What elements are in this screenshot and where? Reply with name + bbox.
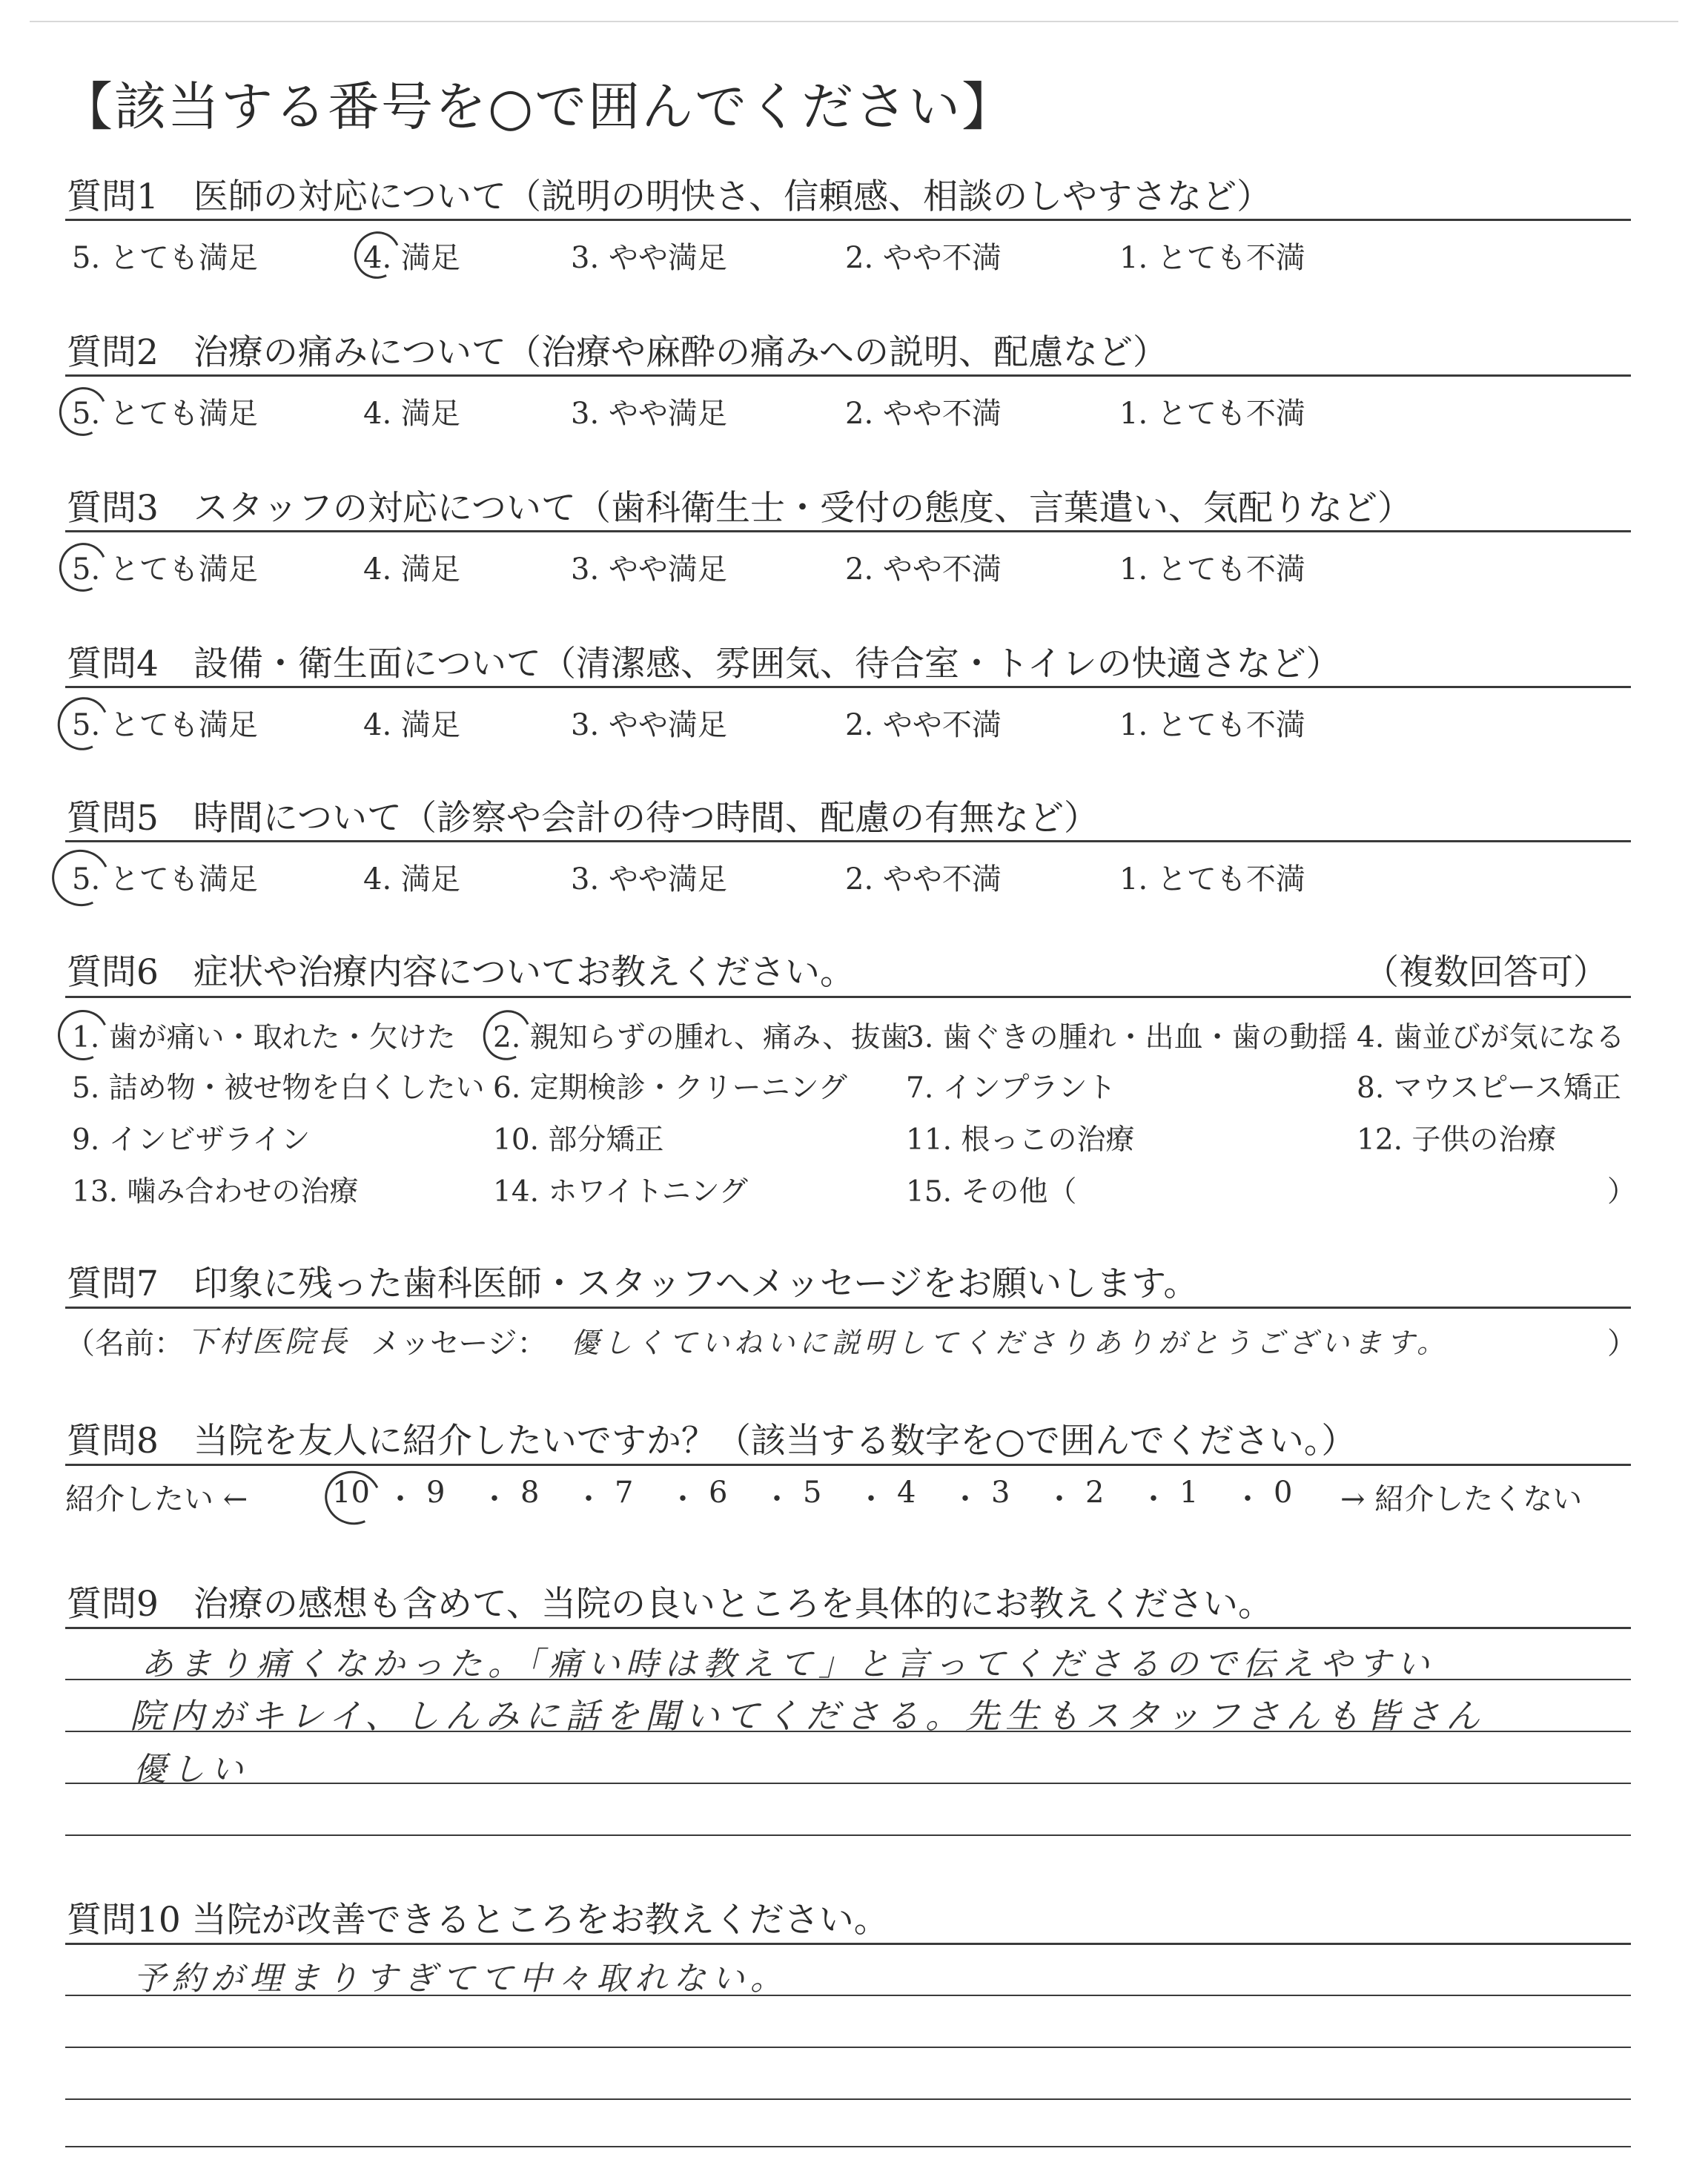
q3-option-3[interactable]: 3. やや満足 <box>571 552 727 587</box>
q8-scale-10[interactable]: 10 <box>332 1476 370 1510</box>
q8-scale-8[interactable]: 8 <box>520 1476 540 1510</box>
q1-option-5[interactable]: 5. とても満足 <box>72 241 258 275</box>
q6-option-7[interactable]: 7. インプラント <box>906 1071 1116 1105</box>
question-7-title: 質問7 印象に残った歯科医師・スタッフへメッセージをお願いします。 <box>67 1264 1199 1304</box>
q1-option-4[interactable]: 4. 満足 <box>363 241 460 275</box>
question-5-rule <box>65 840 1631 842</box>
q8-scale-1[interactable]: 1 <box>1179 1476 1199 1510</box>
q8-right-label: → 紹介したくない <box>1340 1482 1583 1516</box>
q9-answer-line-3[interactable]: 優しい <box>133 1751 249 1789</box>
q4-option-5[interactable]: 5. とても満足 <box>72 708 258 742</box>
q5-selection-circle <box>44 842 117 914</box>
question-5-title: 質問5 時間について（診察や会計の待つ時間、配慮の有無など） <box>67 798 1099 839</box>
q6-selection-circle-1 <box>50 1003 115 1067</box>
question-8-title: 質問8 当院を友人に紹介したいですか？（該当する数字を○で囲んでください。） <box>67 1421 1357 1462</box>
question-9-rule-4 <box>65 1783 1631 1784</box>
q6-selection-circle-2 <box>476 1003 537 1067</box>
q8-scale-separator: ・ <box>574 1482 603 1516</box>
question-3-rule <box>65 530 1631 532</box>
q8-scale-6[interactable]: 6 <box>709 1476 728 1510</box>
q8-scale-4[interactable]: 4 <box>897 1476 916 1510</box>
question-8-rule <box>65 1464 1631 1466</box>
q9-answer-line-1[interactable]: あまり痛くなかった。「痛い時は教えて」と言ってくださるので伝えやすい <box>141 1645 1435 1683</box>
question-10-rule-5 <box>65 2146 1631 2147</box>
question-10-title: 質問10 当院が改善できるところをお教えください。 <box>67 1900 889 1941</box>
q8-scale-separator: ・ <box>856 1482 886 1516</box>
question-3-title: 質問3 スタッフの対応について（歯科衛生士・受付の態度、言葉遣い、気配りなど） <box>67 488 1412 529</box>
q6-option-2[interactable]: 2. 親知らずの腫れ、痛み、抜歯 <box>493 1021 910 1054</box>
q10-answer-line-1[interactable]: 予約が埋まりすぎてて中々取れない。 <box>133 1960 789 1998</box>
question-4-rule <box>65 686 1631 688</box>
q4-selection-circle <box>50 690 116 758</box>
q8-scale-0[interactable]: 0 <box>1274 1476 1293 1510</box>
q8-scale-separator: ・ <box>1139 1482 1168 1516</box>
q6-option-10[interactable]: 10. 部分矯正 <box>493 1123 664 1157</box>
q7-message-value[interactable]: 優しくていねいに説明してくださりありがとうございます。 <box>571 1327 1449 1359</box>
q8-selection-circle <box>317 1463 388 1533</box>
q6-option-6[interactable]: 6. 定期検診・クリーニング <box>493 1071 847 1105</box>
q5-option-3[interactable]: 3. やや満足 <box>571 862 727 896</box>
q6-option-14[interactable]: 14. ホワイトニング <box>493 1175 748 1209</box>
q6-option-9[interactable]: 9. インビザライン <box>72 1123 311 1157</box>
q8-left-label: 紹介したい ← <box>65 1482 248 1516</box>
q2-option-2[interactable]: 2. やや不満 <box>845 397 1002 431</box>
question-9-rule-1 <box>65 1627 1631 1629</box>
q5-option-5[interactable]: 5. とても満足 <box>72 862 258 896</box>
question-7-rule <box>65 1307 1631 1309</box>
question-4-title: 質問4 設備・衛生面について（清潔感、雰囲気、待合室・トイレの快適さなど） <box>67 644 1341 684</box>
question-2-rule <box>65 374 1631 377</box>
q4-option-1[interactable]: 1. とても不満 <box>1119 708 1305 742</box>
q6-option-1[interactable]: 1. 歯が痛い・取れた・欠けた <box>72 1021 456 1054</box>
question-1-title: 質問1 医師の対応について（説明の明快さ、信頼感、相談のしやすさなど） <box>67 176 1272 217</box>
q4-option-3[interactable]: 3. やや満足 <box>571 708 727 742</box>
question-10-rule-1 <box>65 1943 1631 1945</box>
question-6-note: （複数回答可） <box>1364 952 1608 993</box>
question-6-title: 質問6 症状や治療内容についてお教えください。 <box>67 952 855 993</box>
q2-option-4[interactable]: 4. 満足 <box>363 397 460 431</box>
q6-option-4[interactable]: 4. 歯並びが気になる <box>1357 1021 1625 1054</box>
q8-scale-separator: ・ <box>385 1482 415 1516</box>
q8-scale-separator: ・ <box>668 1482 698 1516</box>
question-6-rule <box>65 996 1631 998</box>
q9-answer-line-2[interactable]: 院内がキレイ、しんみに話を聞いてくださる。先生もスタッフさんも皆さん <box>130 1696 1486 1736</box>
q1-option-2[interactable]: 2. やや不満 <box>845 241 1002 275</box>
q8-scale-5[interactable]: 5 <box>803 1476 822 1510</box>
q3-option-5[interactable]: 5. とても満足 <box>72 552 258 587</box>
scan-edge <box>30 21 1678 22</box>
q3-option-4[interactable]: 4. 満足 <box>363 552 460 587</box>
q6-option-8[interactable]: 8. マウスピース矯正 <box>1357 1071 1621 1105</box>
q8-scale-3[interactable]: 3 <box>991 1476 1010 1510</box>
page-title: 【該当する番号を○で囲んでください】 <box>61 76 1016 137</box>
q6-option-12[interactable]: 12. 子供の治療 <box>1357 1123 1557 1157</box>
q3-option-1[interactable]: 1. とても不満 <box>1119 552 1305 587</box>
q2-option-1[interactable]: 1. とても不満 <box>1119 397 1305 431</box>
q4-option-2[interactable]: 2. やや不満 <box>845 708 1002 742</box>
q8-scale-9[interactable]: 9 <box>426 1476 446 1510</box>
q1-option-3[interactable]: 3. やや満足 <box>571 241 727 275</box>
q8-scale-separator: ・ <box>950 1482 980 1516</box>
q6-option-5[interactable]: 5. 詰め物・被せ物を白くしたい <box>72 1071 485 1105</box>
q8-scale-separator: ・ <box>762 1482 792 1516</box>
question-9-title: 質問9 治療の感想も含めて、当院の良いところを具体的にお教えください。 <box>67 1584 1273 1625</box>
q7-message-label: メッセージ： <box>371 1327 547 1361</box>
q2-option-5[interactable]: 5. とても満足 <box>72 397 258 431</box>
q3-option-2[interactable]: 2. やや不満 <box>845 552 1002 587</box>
q7-name-value[interactable]: 下村医院長 <box>187 1325 350 1359</box>
question-1-rule <box>65 219 1631 221</box>
q2-option-3[interactable]: 3. やや満足 <box>571 397 727 431</box>
question-2-title: 質問2 治療の痛みについて（治療や麻酔の痛みへの説明、配慮など） <box>67 332 1168 373</box>
question-10-rule-3 <box>65 2047 1631 2048</box>
q8-scale-separator: ・ <box>480 1482 509 1516</box>
q8-scale-separator: ・ <box>1233 1482 1262 1516</box>
q8-scale-2[interactable]: 2 <box>1085 1476 1105 1510</box>
question-9-rule-5 <box>65 1834 1631 1836</box>
q6-option-3[interactable]: 3. 歯ぐきの腫れ・出血・歯の動揺 <box>906 1021 1348 1054</box>
q7-close: ） <box>1607 1327 1637 1361</box>
q8-scale-7[interactable]: 7 <box>615 1476 634 1510</box>
q1-option-1[interactable]: 1. とても不満 <box>1119 241 1305 275</box>
q8-scale-separator: ・ <box>1045 1482 1074 1516</box>
q6-option-15[interactable]: 15. その他（ <box>906 1175 1077 1209</box>
q4-option-4[interactable]: 4. 満足 <box>363 708 460 742</box>
q5-option-4[interactable]: 4. 満足 <box>363 862 460 896</box>
q7-name-open: （名前： <box>65 1327 184 1361</box>
q5-option-2[interactable]: 2. やや不満 <box>845 862 1002 896</box>
q6-option-11[interactable]: 11. 根っこの治療 <box>906 1123 1135 1157</box>
q5-option-1[interactable]: 1. とても不満 <box>1119 862 1305 896</box>
q6-option-15-close: ） <box>1607 1175 1637 1209</box>
q6-option-13[interactable]: 13. 噛み合わせの治療 <box>72 1175 359 1209</box>
question-10-rule-4 <box>65 2098 1631 2100</box>
